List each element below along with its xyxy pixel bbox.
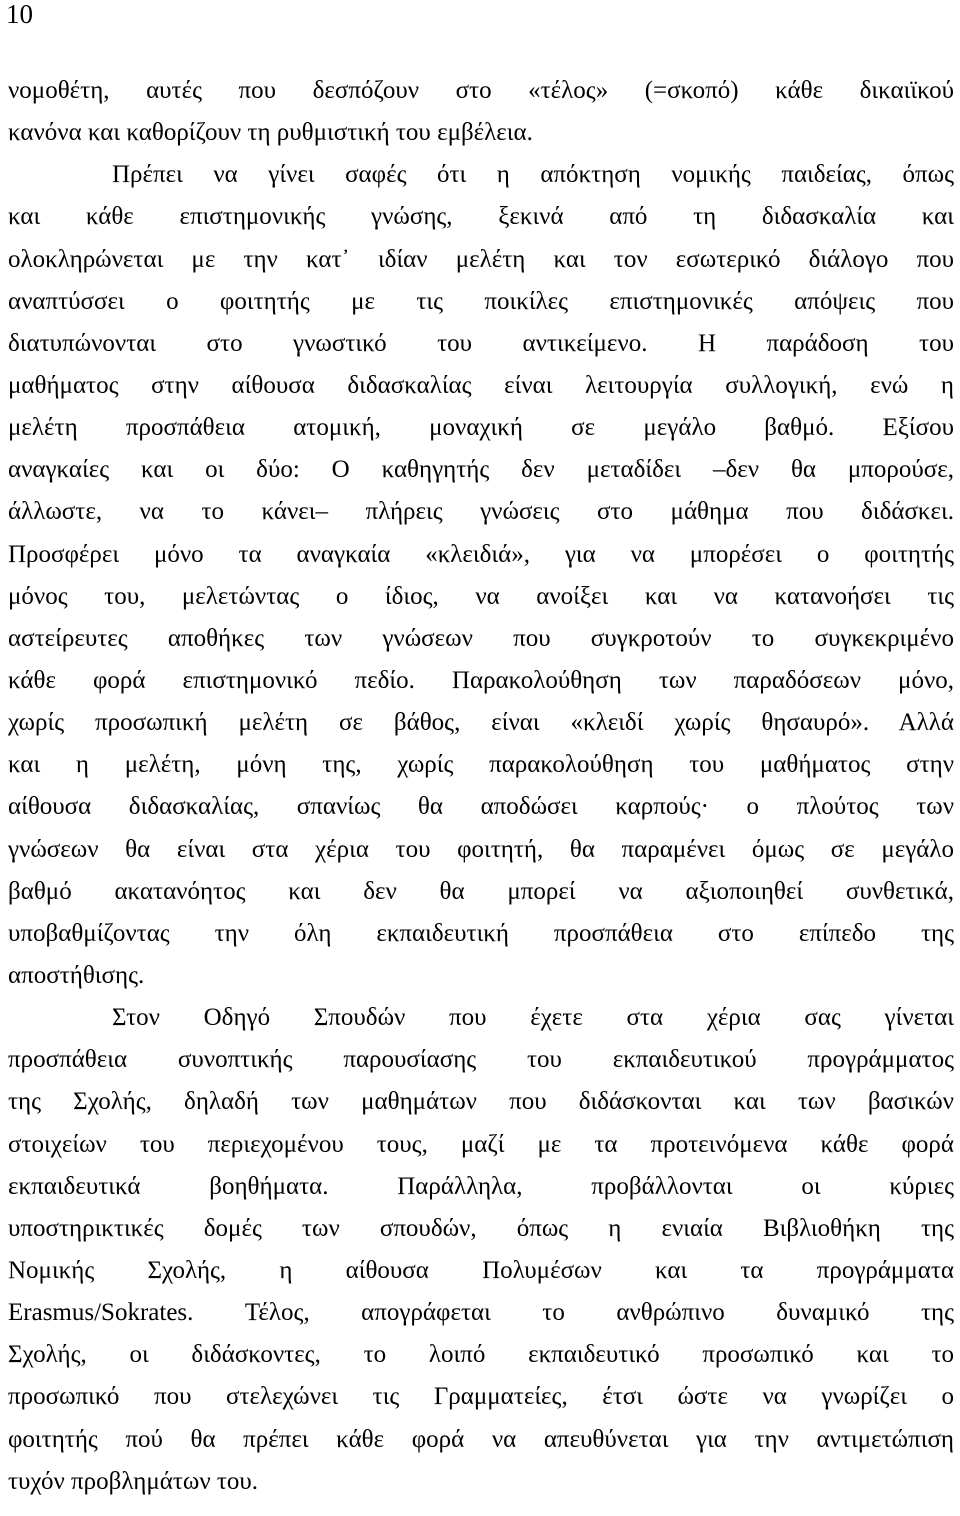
text-line: εκπαιδευτικά βοηθήματα. Παράλληλα, προβάλλονται οι κύριες (8, 1172, 954, 1200)
text-line: Προσφέρει μόνο τα αναγκαία «κλειδιά», για να μπορέσει ο φοιτητής (8, 540, 954, 568)
text-line: αποστήθισης. (8, 961, 145, 989)
text-line: υποβαθμίζοντας την όλη εκπαιδευτική προσπάθεια στο επίπεδο της (8, 919, 954, 947)
text-line: διατυπώνονται στο γνωστικό του αντικείμενο. Η παράδοση του (8, 329, 954, 357)
body-text (8, 70, 954, 1503)
text-line: στοιχείων του περιεχομένου τους, μαζί με τα προτεινόμενα κάθε φορά (8, 1130, 954, 1158)
text-line: αστείρευτες αποθήκες των γνώσεων που συγκροτούν το συγκεκριμένο (8, 624, 954, 652)
text-line: Σχολής, οι διδάσκοντες, το λοιπό εκπαιδευτικό προσωπικό και το (8, 1341, 954, 1369)
text-line: μελέτη προσπάθεια ατομική, μοναχική σε μεγάλο βαθμό. Εξίσου (8, 414, 954, 442)
text-line: μαθήματος στην αίθουσα διδασκαλίας είναι λειτουργία συλλογική, ενώ η (8, 371, 954, 399)
text-line: κανόνα και καθορίζουν τη ρυθμιστική του εμβέλεια. (8, 119, 533, 147)
text-line: κάθε φορά επιστημονικό πεδίο. Παρακολούθηση των παραδόσεων μόνο, (8, 666, 954, 694)
text-line: της Σχολής, δηλαδή των μαθημάτων που διδάσκονται και των βασικών (8, 1088, 954, 1116)
text-line: γνώσεων θα είναι στα χέρια του φοιτητή, θα παραμένει όμως σε μεγάλο (8, 835, 954, 863)
text-line: Erasmus/Sokrates. Τέλος, απογράφεται το ανθρώπινο δυναμικό της (8, 1299, 954, 1327)
text-line: άλλωστε, να το κάνει– πλήρεις γνώσεις στο μάθημα που διδάσκει. (8, 498, 954, 526)
text-line: αναγκαίες και οι δύο: Ο καθηγητής δεν μεταδίδει –δεν θα μπορούσε, (8, 456, 954, 484)
text-line: και η μελέτη, μόνη της, χωρίς παρακολούθηση του μαθήματος στην (8, 751, 954, 779)
text-line: Νομικής Σχολής, η αίθουσα Πολυμέσων και τα προγράμματα (8, 1256, 954, 1284)
text-line: τυχόν προβλημάτων του. (8, 1467, 259, 1495)
text-line: προσπάθεια συνοπτικής παρουσίασης του εκπαιδευτικού προγράμματος (8, 1046, 954, 1074)
text-line: Πρέπει να γίνει σαφές ότι η απόκτηση νομικής παιδείας, όπως (112, 161, 954, 189)
text-line: προσωπικό που στελεχώνει τις Γραμματείες, έτσι ώστε να γνωρίζει ο (8, 1383, 954, 1411)
text-line: μόνος του, μελετώντας ο ίδιος, να ανοίξει και να κατανοήσει τις (8, 582, 954, 610)
text-line: και κάθε επιστημονικής γνώσης, ξεκινά από τη διδασκαλία και (8, 203, 954, 231)
text-line: αναπτύσσει ο φοιτητής με τις ποικίλες επιστημονικές απόψεις που (8, 287, 954, 315)
text-line: νομοθέτη, αυτές που δεσπόζουν στο «τέλος» (=σκοπό) κάθε δικαιϊκού (8, 77, 954, 104)
text-line: υποστηρικτικές δομές των σπουδών, όπως η ενιαία Βιβλιοθήκη της (8, 1214, 954, 1242)
page-number: 10 (6, 0, 33, 29)
text-line: αίθουσα διδασκαλίας, σπανίως θα αποδώσει καρπούς· ο πλούτος των (8, 793, 954, 821)
text-line: Στον Οδηγό Σπουδών που έχετε στα χέρια σας γίνεται (112, 1004, 954, 1032)
text-line: βαθμό ακατανόητος και δεν θα μπορεί να αξιοποιηθεί συνθετικά, (8, 877, 954, 905)
text-line: φοιτητής πού θα πρέπει κάθε φορά να απευθύνεται για την αντιμετώπιση (8, 1425, 954, 1453)
text-line: ολοκληρώνεται με την κατ᾽ ιδίαν μελέτη και τον εσωτερικό διάλογο που (8, 245, 954, 273)
text-line: χωρίς προσωπική μελέτη σε βάθος, είναι «κλειδί χωρίς θησαυρό». Αλλά (8, 709, 954, 737)
